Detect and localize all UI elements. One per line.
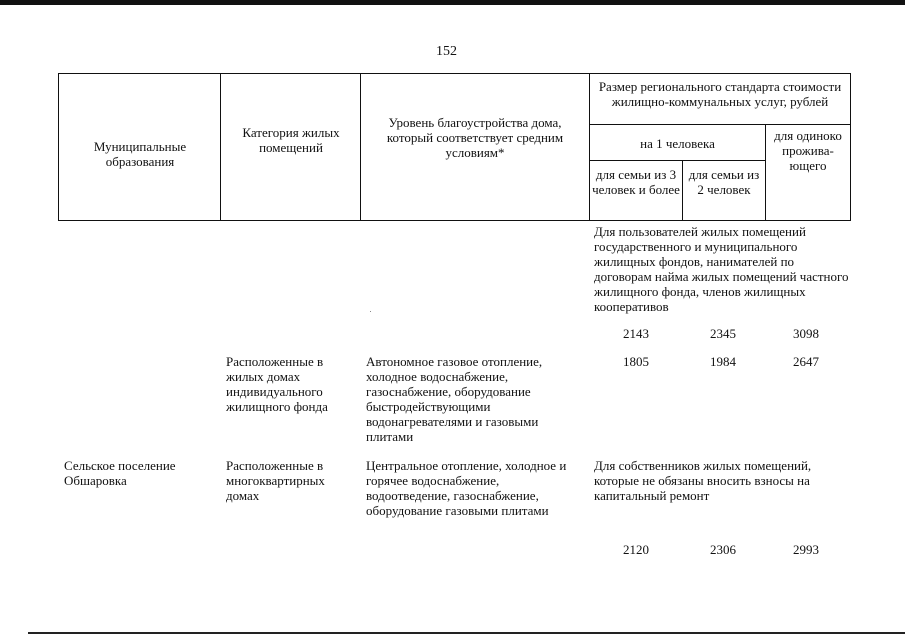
row2-single-value: 2647 (793, 354, 819, 369)
stray-mark (370, 311, 371, 312)
row1-family3-value: 2143 (623, 326, 649, 341)
header-per-person: на 1 человека (640, 136, 715, 151)
row2-family2-value: 1984 (710, 354, 736, 369)
header-family-3: для семьи из 3 человек и более (592, 167, 680, 197)
row2-family3-value: 1805 (623, 354, 649, 369)
top-border-bar (0, 0, 905, 5)
row2-level: Автономное газовое отопление, холодное водоснабжение, газоснабжение, оборудование быстродействующими водонагревателями и газовыми плитами (366, 354, 543, 444)
row3-family3-value: 2120 (623, 542, 649, 557)
row3-category: Расположенные в многоквартирных домах (226, 458, 325, 503)
row1-single-value: 3098 (793, 326, 819, 341)
row3-municipality: Сельское поселение Обшаровка (64, 458, 176, 488)
header-single: для одиноко прожива-ющего (774, 128, 842, 173)
row2-category: Расположенные в жилых домах индивидуального жилищного фонда (226, 354, 328, 414)
header-family-2: для семьи из 2 человек (688, 167, 760, 197)
owners-note: Для собственников жилых помещений, которые не обязаны вносить взносы на капитальный ремонт (594, 458, 812, 503)
header-level: Уровень благоустройства дома, который соответствует средним условиям* (386, 115, 564, 160)
bottom-border-bar (28, 632, 905, 634)
row3-level: Центральное отопление, холодное и горячее водоснабжение, водоотведение, газоснабжение, оборудование газовыми плитами (366, 458, 567, 518)
header-category: Категория жилых помещений (242, 125, 340, 155)
page-number: 152 (436, 44, 457, 59)
row3-family2-value: 2306 (710, 542, 736, 557)
row3-single-value: 2993 (793, 542, 819, 557)
header-municipality: Муниципальные образования (93, 139, 187, 169)
row1-family2-value: 2345 (710, 326, 736, 341)
users-note: Для пользователей жилых помещений государственного и муниципального жилищных фондов, нанимателей по договорам найма жилых помещений частного жилищного фонда, членов жилищных кооперативов (594, 224, 849, 314)
header-standard: Размер регионального стандарта стоимости жилищно-коммунальных услуг, рублей (598, 79, 842, 109)
